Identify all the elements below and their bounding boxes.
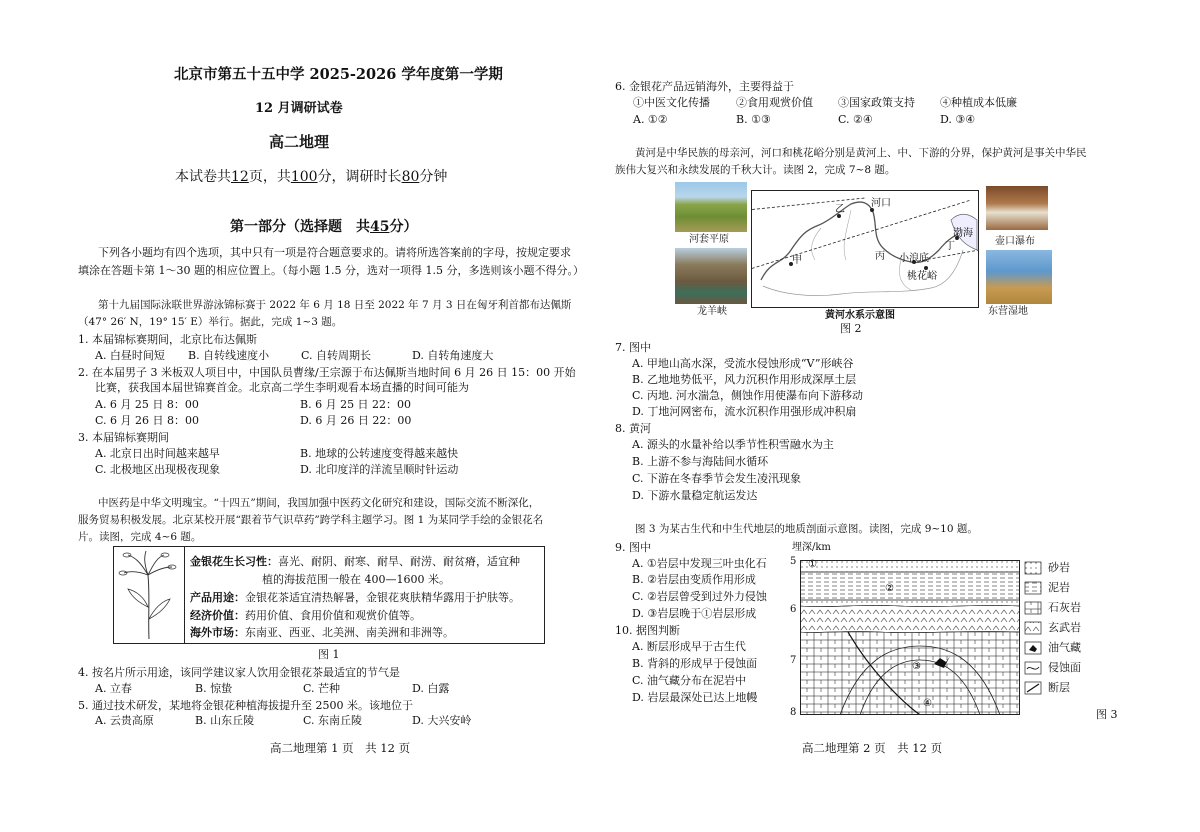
context3-line2: 族伟大复兴和永续发展的千秋大计。读图 2，完成 7~8 题。 (615, 164, 896, 176)
q4-option-c[interactable]: C. 芒种 (303, 682, 341, 695)
page-footer-right: 高二地理第 2 页 共 12 页 (802, 741, 943, 755)
card-market: 海外市场：东南亚、西亚、北美洲、南美洲和非洲等。 (190, 626, 454, 639)
photo-label-dongying: 东营湿地 (988, 306, 1028, 317)
q10-option-c[interactable]: C. 油气藏分布在泥岩中 (632, 674, 747, 687)
question-2: 2. 在本届男子 3 米板双人项目中，中国队员曹缘/王宗源于布达佩斯当地时间 6 月 26 日 15：00 开始 (78, 366, 576, 379)
q3-option-c[interactable]: C. 北极地区出现极夜现象 (95, 463, 221, 476)
section-ylabel: 埋深/km (792, 542, 831, 553)
instructions-line1: 下列各小题均有四个选项，其中只有一项是符合题意要求的。请将所选答案前的字母，按规定要求 (98, 246, 571, 259)
q6-statement-3: ③国家政策支持 (838, 96, 915, 109)
q3-option-a[interactable]: A. 北京日出时间越来越早 (95, 447, 220, 460)
q7-option-c[interactable]: C. 丙地. 河水湍急，侧蚀作用使瀑布向下游移动 (632, 389, 864, 402)
card-habit-line2: 植的海拔范围一般在 400—1600 米。 (262, 573, 450, 586)
photo-label-longyang: 龙羊峡 (697, 306, 727, 317)
flower-icon (114, 547, 184, 643)
context2-line1: 中医药是中华文明瑰宝。“十四五”期间，我国加强中医药文化研究和建设，国际交流不断深化， (98, 497, 540, 509)
question-4: 4. 按名片所示用途，该同学建议家人饮用金银花茶最适宜的节气是 (78, 666, 400, 679)
q4-option-a[interactable]: A. 立春 (95, 682, 132, 695)
question-10: 10. 据图判断 (615, 624, 680, 637)
legend-erosion-surface: 侵蚀面 (1048, 661, 1081, 674)
photo-label-hetao: 河套平原 (689, 234, 729, 245)
q1-option-c[interactable]: C. 自转周期长 (301, 349, 372, 362)
card-use: 产品用途：金银花茶适宜清热解暑，金银花爽肤精华露用于护肤等。 (190, 591, 520, 604)
context4: 图 3 为某古生代和中生代地层的地质剖面示意图。读图，完成 9~10 题。 (635, 523, 978, 535)
section-tick-7: 7 (790, 655, 797, 666)
q5-option-a[interactable]: A. 云贵高原 (95, 714, 154, 727)
q9-option-d[interactable]: D. ③岩层晚于①岩层形成 (632, 607, 757, 620)
mark-ding: 丁 (945, 241, 955, 252)
q3-option-b[interactable]: B. 地球的公转速度变得越来越快 (300, 447, 459, 460)
card-habit-line1: 金银花生长习性：喜光、耐阴、耐寒、耐旱、耐涝、耐贫瘠，适宜种 (190, 555, 520, 568)
legend-basalt: 玄武岩 (1048, 621, 1081, 634)
context2-line2: 服务贸易积极发展。北京某校开展“跟着节气识草药”跨学科主题学习。图 1 为某同学手绘的金银花名 (78, 514, 544, 526)
section-tick-8: 8 (790, 707, 797, 718)
page-footer-left: 高二地理第 1 页 共 12 页 (270, 741, 411, 755)
legend-oil-gas: 油气藏 (1048, 641, 1081, 654)
q6-statement-1: ①中医文化传播 (633, 96, 710, 109)
honeysuckle-drawing (114, 547, 185, 643)
page-right (600, 0, 1200, 832)
place-bohai: 渤海 (953, 228, 973, 239)
q7-option-a[interactable]: A. 甲地山高水深，受流水侵蚀形成“V”形峡谷 (632, 357, 854, 370)
context1-line2: （47° 26′ N，19° 15′ E）举行。据此，完成 1~3 题。 (78, 316, 343, 328)
instructions-line2: 填涂在答题卡第 1～30 题的相应位置上。（每小题 1.5 分，选对一项得 1.5 分，多选则该小题不得分。） (78, 264, 584, 277)
q5-option-c[interactable]: C. 东南丘陵 (303, 714, 363, 727)
question-6: 6. 金银花产品远销海外，主要得益于 (615, 80, 794, 93)
q6-option-c[interactable]: C. ②④ (838, 113, 873, 126)
legend-swatches (1024, 561, 1044, 701)
figure-2-caption: 图 2 (840, 322, 862, 335)
q4-option-d[interactable]: D. 白露 (412, 682, 450, 695)
question-7: 7. 图中 (615, 341, 651, 354)
mark-yi: 乙 (835, 204, 845, 215)
question-2-line2: 比赛，获我国本届世锦赛首金。北京高二学生李明观看本场直播的时间可能为 (95, 381, 469, 394)
layer-2: ② (885, 583, 894, 594)
place-taohuayu: 桃花峪 (907, 271, 937, 282)
question-8: 8. 黄河 (615, 422, 651, 435)
q10-option-d[interactable]: D. 岩层最深处已达上地幔 (632, 691, 758, 704)
question-5: 5. 通过技术研发，某地将金银花种植海拔提升至 2500 米。该地位于 (78, 699, 413, 712)
exam-subtitle: 12 月调研试卷 (255, 101, 343, 116)
q6-option-d[interactable]: D. ③④ (940, 113, 976, 126)
q6-option-b[interactable]: B. ①③ (736, 113, 771, 126)
legend-limestone: 石灰岩 (1048, 601, 1081, 614)
legend-sandstone: 砂岩 (1048, 561, 1070, 574)
exam-title: 北京市第五十五中学 2025-2026 学年度第一学期 (174, 66, 503, 83)
q6-option-a[interactable]: A. ①② (633, 113, 668, 126)
mark-jia: 甲 (792, 255, 802, 266)
card-value: 经济价值：药用价值、食用价值和观赏价值等。 (190, 609, 421, 622)
q1-option-b[interactable]: B. 自转线速度小 (188, 349, 270, 362)
section-tick-6: 6 (790, 604, 797, 615)
q6-statement-2: ②食用观赏价值 (736, 96, 813, 109)
layer-3: ③ (912, 661, 921, 672)
yellow-river-figure (675, 180, 1070, 320)
q8-option-b[interactable]: B. 上游不参与海陆间水循环 (632, 455, 769, 468)
q5-option-d[interactable]: D. 大兴安岭 (412, 714, 472, 727)
q7-option-d[interactable]: D. 丁地河网密布，流水沉积作用强形成冲积扇 (632, 405, 857, 418)
q6-statement-4: ④种植成本低廉 (940, 96, 1017, 109)
layer-1: ① (808, 559, 817, 570)
place-xiaolangdi: 小浪底 (899, 253, 929, 264)
subject-title: 高二地理 (269, 133, 330, 151)
q9-option-c[interactable]: C. ②岩层曾受到过外力侵蚀 (632, 590, 767, 603)
context2-line3: 片。读图，完成 4~6 题。 (78, 531, 202, 543)
section-tick-5: 5 (790, 556, 797, 567)
q10-option-a[interactable]: A. 断层形成早于古生代 (632, 640, 746, 653)
photo-longyang-gorge (675, 248, 747, 304)
q8-option-d[interactable]: D. 下游水量稳定航运发达 (632, 489, 758, 502)
mark-bing: 丙 (875, 251, 885, 262)
context1-line1: 第十九届国际泳联世界游泳锦标赛于 2022 年 6 月 18 日至 2022 年 7 月 3 日在匈牙利首都布达佩斯 (98, 299, 572, 311)
legend-fault: 断层 (1048, 681, 1070, 694)
question-9: 9. 图中 (615, 541, 651, 554)
q1-option-a[interactable]: A. 白昼时间短 (95, 349, 165, 362)
q9-option-a[interactable]: A. ①岩层中发现三叶虫化石 (632, 557, 767, 570)
q3-option-d[interactable]: D. 北印度洋的洋流呈顺时针运动 (300, 463, 459, 476)
photo-label-hukou: 壶口瀑布 (995, 236, 1035, 247)
exam-info: 本试卷共12页，共100分，调研时长80分钟 (175, 169, 448, 185)
layer-4: ④ (923, 698, 932, 709)
figure-3-caption: 图 3 (1096, 708, 1118, 721)
q2-option-b[interactable]: B. 6 月 25 日 22：00 (300, 398, 412, 411)
map-title: 黄河水系示意图 (825, 310, 895, 321)
q2-option-c[interactable]: C. 6 月 26 日 8：00 (95, 414, 199, 427)
q1-option-d[interactable]: D. 自转角速度大 (412, 349, 494, 362)
q4-option-b[interactable]: B. 惊蛰 (195, 682, 233, 695)
q7-option-b[interactable]: B. 乙地地势低平，风力沉积作用形成深厚土层 (632, 373, 857, 386)
photo-hukou-waterfall (986, 186, 1048, 230)
context3-line1: 黄河是中华民族的母亲河，河口和桃花峪分别是黄河上、中、下游的分界，保护黄河是事关中华民 (635, 147, 1087, 159)
part-heading: 第一部分（选择题 共45分） (230, 219, 418, 235)
figure-1-caption: 图 1 (318, 648, 340, 661)
photo-dongying-wetland (986, 250, 1052, 304)
q8-option-c[interactable]: C. 下游在冬春季节会发生凌汛现象 (632, 472, 802, 485)
q10-option-b[interactable]: B. 背斜的形成早于侵蚀面 (632, 657, 758, 670)
question-3: 3. 本届锦标赛期间 (78, 431, 169, 444)
q5-option-b[interactable]: B. 山东丘陵 (195, 714, 255, 727)
photo-hetao-plain (675, 182, 747, 232)
honeysuckle-card (113, 546, 545, 644)
q2-option-d[interactable]: D. 6 月 26 日 22：00 (300, 414, 412, 427)
legend-mudstone: 泥岩 (1048, 581, 1070, 594)
question-1: 1. 本届锦标赛期间，北京比布达佩斯 (78, 333, 257, 346)
q8-option-a[interactable]: A. 源头的水量补给以季节性积雪融水为主 (632, 438, 834, 451)
geologic-section (800, 560, 1020, 715)
section-legend (1024, 561, 1104, 701)
q2-option-a[interactable]: A. 6 月 25 日 8：00 (95, 398, 199, 411)
place-hekou: 河口 (871, 198, 891, 209)
q9-option-b[interactable]: B. ②岩层由变质作用形成 (632, 573, 756, 586)
